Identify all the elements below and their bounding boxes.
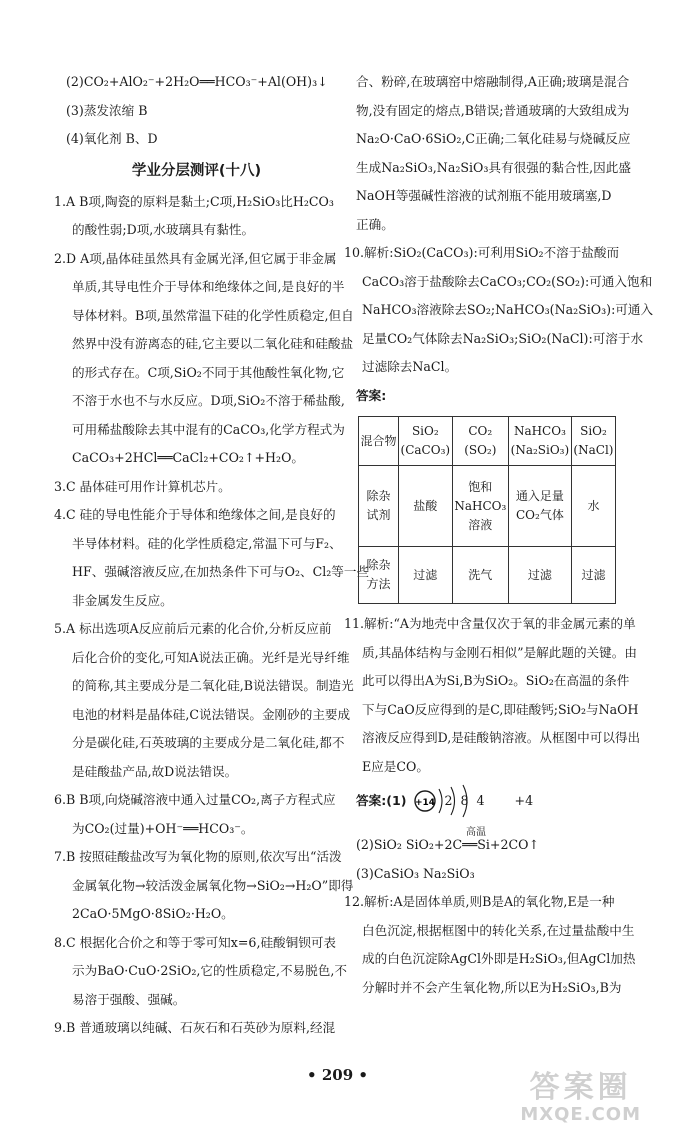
table-row [359,417,616,466]
text-line: 金属氧化物→较活泼金属氧化物→SiO₂→H₂O”即得 [72,877,354,893]
table-cell: 饱和 NaHCO₃ 溶液 [452,466,508,547]
text-line: 6.B B项,向烧碱溶液中通入过量CO₂,离子方程式应 [54,792,336,807]
text-line: 是硅酸盐产品,故D说法错误。 [72,763,238,779]
answer-item [54,929,347,1015]
text-line: 下与CaO反应得到的是C,即硅酸钙;SiO₂与NaOH [362,701,639,717]
answer-10 [344,239,654,382]
answer-item [54,473,339,502]
table-cell: 洗气 [452,547,508,604]
previous-answers [54,68,339,154]
text-line: NaOH等强碱性溶液的试剂瓶不能用玻璃塞,D [356,188,612,203]
row-header-cell: 除杂 试剂 [359,466,399,547]
table-cell: 盐酸 [398,466,452,547]
watermark [520,1072,641,1125]
text-line: 7.B 按照硅酸盐改写为氧化物的原则,依次写出“活泼 [54,849,342,864]
table-cell: 过滤 [508,547,571,604]
text-line: 分是碳化硅,石英玻璃的主要成分是二氧化硅,都不 [72,735,345,750]
text-line: 合、粉碎,在玻璃窑中熔融制得,A正确;玻璃是混合 [356,74,630,89]
text-line: 然界中没有游离态的硅,它主要以二氧化硅和硅酸盐 [72,336,354,351]
text-line: NaHCO₃溶液除去SO₂;NaHCO₃(Na₂SiO₃):可通入 [362,302,654,317]
text-line: 生成Na₂SiO₃,Na₂SiO₃具有很强的黏合性,因此盛 [356,159,631,175]
text-line: 非金属发生反应。 [72,592,173,608]
table-row [359,547,616,604]
text-line: 2CaO·5MgO·8SiO₂·H₂O。 [72,906,234,921]
text-line: 8.C 根据化合价之和等于零可知x=6,硅酸铜钡可表 [54,934,337,950]
text-line: 的形式存在。C项,SiO₂不同于其他酸性氧化物,它 [72,364,345,380]
text-line: 质,其晶体结构与金刚石相似”是解此题的关键。由 [362,644,637,660]
text-line: 10.解析:SiO₂(CaCO₃):可利用SiO₂不溶于盐酸而 [344,245,620,260]
text-line: 1.A B项,陶瓷的原料是黏土;C项,H₂SiO₃比H₂CO₃ [54,193,334,209]
text-line: 9.B 普通玻璃以纯碱、石灰石和石英砂为原料,经混 [54,1020,336,1035]
text-line: 物,没有固定的熔点,B错误;普通玻璃的大致组成为 [356,102,630,118]
text-line: 的酸性弱;D项,水玻璃具有黏性。 [72,222,255,237]
answer-11-part2 [344,827,616,860]
text-line: 3.C 晶体硅可用作计算机芯片。 [54,478,231,494]
text-line: 示为BaO·CuO·2SiO₂,它的性质稳定,不易脱色,不 [72,963,347,978]
row-header-cell: 除杂 方法 [359,547,399,604]
text-line: E应是CO。 [362,758,429,774]
table-cell: SiO₂ (NaCl) [571,417,615,466]
text-line: (4)氧化剂 B、D [66,131,158,146]
row-header-cell: 混合物 [359,417,399,466]
electron-shells: 2 8 4 [444,792,487,808]
reaction-condition: 高温 [466,827,486,838]
text-line: 电池的材料是晶体硅,C说法错误。金刚砂的主要成 [72,706,351,722]
table-cell: 过滤 [398,547,452,604]
answer-item [54,786,339,843]
answer-11-label: 答案:(1) [356,792,407,808]
text-line: 可用稀盐酸除去其中混有的CaCO₃,化学方程式为 [72,421,345,437]
answer-11-part3: (3)CaSiO₃ Na₂SiO₃ [356,865,475,881]
text-line: 单质,其导电性介于导体和绝缘体之间,是良好的半 [72,279,345,294]
text-line: 成的白色沉淀除AgCl外即是H₂SiO₃,但AgCl加热 [362,951,636,966]
answer-item [54,615,354,786]
answer-11-equation: (2)SiO₂ SiO₂+2C══Si+2CO↑ [356,837,539,852]
atom-structure-answer [344,781,616,821]
text-line: 白色沉淀,根据框图中的转化关系,在过量盐酸中生 [362,922,635,938]
text-line: 的简称,其主要成分是二氧化硅,B说法错误。制造光 [72,678,354,693]
text-line: 正确。 [356,216,394,232]
text-line: 易溶于强酸、强碱。 [72,991,186,1007]
valence: +4 [514,792,534,808]
text-line: 分解时并不会产生氧化物,所以E为H₂SiO₃,B为 [362,979,622,995]
answer-9-continued [344,68,631,239]
section-title: 学业分层测评(十八) [131,162,262,179]
text-line: 2.D A项,晶体硅虽然具有金属光泽,但它属于非金属 [54,250,337,266]
answer-item [54,188,339,245]
text-line: (3)蒸发浓缩 B [66,102,148,118]
text-line: 不溶于水也不与水反应。D项,SiO₂不溶于稀盐酸, [72,393,345,408]
text-line: 足量CO₂气体除去Na₂SiO₃;SiO₂(NaCl):可溶于水 [362,330,644,346]
text-line: CaCO₃溶于盐酸除去CaCO₃;CO₂(SO₂):可通入饱和 [362,273,653,289]
text-line: 11.解析:“A为地壳中含量仅次于氧的非金属元素的单 [344,616,636,631]
answer-item [54,245,354,473]
right-column [344,68,654,1002]
table-cell: SiO₂ (CaCO₃) [398,417,452,466]
text-line: 导体材料。B项,虽然常温下硅的化学性质稳定,但自 [72,307,354,323]
table-cell: NaHCO₃ (Na₂SiO₃) [508,417,571,466]
answer-item [54,1014,339,1043]
text-line: 5.A 标出选项A反应前后元素的化合价,分析反应前 [54,621,332,636]
text-line: 此可以得出A为Si,B为SiO₂。SiO₂在高温的条件 [362,673,630,688]
table-cell: 通入足量 CO₂气体 [508,466,571,547]
text-line: HF、强碱溶液反应,在加热条件下可与O₂、Cl₂等一些 [72,564,370,579]
text-line: 为CO₂(过量)+OH⁻══HCO₃⁻。 [72,820,254,836]
text-line: 溶液反应得到D,是硅酸钠溶液。从框图中可以得出 [362,730,641,745]
text-line: 过滤除去NaCl。 [362,359,458,374]
answer-label: 答案: [356,387,387,403]
text-line: (2)CO₂+AlO₂⁻+2H₂O══HCO₃⁻+Al(OH)₃↓ [66,74,328,89]
answer-table [358,416,616,604]
answer-item [54,501,370,615]
watermark-bottom: MXQE.COM [520,1104,641,1125]
left-column [54,68,370,1043]
table-cell: CO₂ (SO₂) [452,417,508,466]
page-number: • 209 • [307,1066,368,1084]
text-line: CaCO₃+2HCl══CaCl₂+CO₂↑+H₂O。 [72,450,305,465]
answer-list [54,188,370,1043]
table-cell: 过滤 [571,547,615,604]
text-line: 4.C 硅的导电性能介于导体和绝缘体之间,是良好的 [54,507,336,522]
answer-12 [344,888,636,1002]
nucleus-charge: +14 [414,798,435,808]
table-row [359,466,616,547]
table-cell: 水 [571,466,615,547]
text-line: 半导体材料。硅的化学性质稳定,常温下可与F₂、 [72,535,342,551]
text-line: 12.解析:A是固体单质,则B是A的氧化物,E是一种 [344,894,615,909]
text-line: Na₂O·CaO·6SiO₂,C正确;二氧化硅易与烧碱反应 [356,131,631,146]
text-line: 后化合价的变化,可知A说法正确。光纤是光导纤维 [72,649,350,665]
answer-item [54,843,354,929]
watermark-top: 答案圈 [529,1070,632,1105]
answer-11 [344,610,641,781]
